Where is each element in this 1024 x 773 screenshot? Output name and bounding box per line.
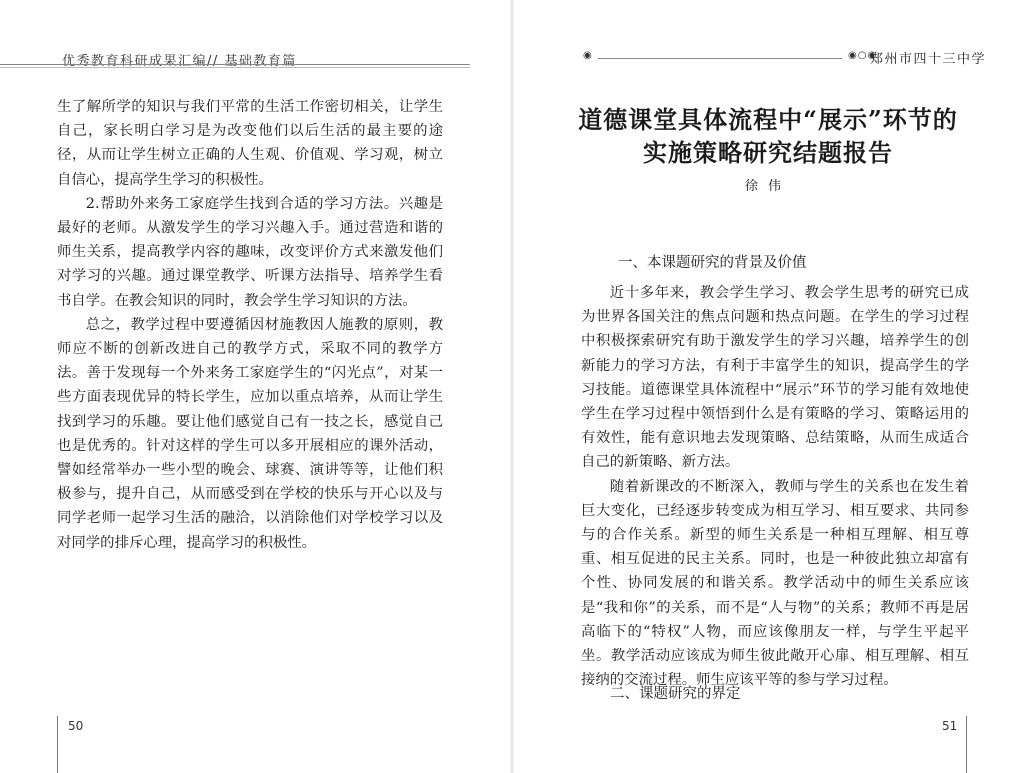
right-running-header [512,48,1024,68]
header-rule [0,64,470,65]
section-heading-1: 一、本课题研究的背景及价值 [618,255,807,271]
header-ornament-icon: ◉ [583,50,592,61]
article-title-line2: 实施策略研究结题报告 [643,138,893,167]
left-running-header [0,44,512,70]
page-number-right: 51 [942,719,958,733]
paragraph: 2.帮助外来务工家庭学生找到合适的学习方法。兴趣是最好的老师。从激发学生的学习兴趣入手。通过营造和谐的师生关系，提高教学内容的趣味，改变评价方式来激发他们对学习的兴趣。通过课堂教学、听课方法指导、培养学生看书自学。在教会知识的同时，教会学生学习知识的方法。 [57,195,443,309]
left-header-text: 优秀教育科研成果汇编// 基础教育篇 [62,54,297,69]
footer-rule-right [966,716,967,773]
footer-rule-left [57,716,58,773]
header-ornament-icon: ◉○◉ [848,50,878,61]
paragraph: 近十多年来，教会学生学习、教会学生思考的研究已成为世界各国关注的焦点问题和热点问题。在学生的学习过程中积极探索研究有助于激发学生的学习兴趣，培养学生的创新能力的学习方法，有利于丰富学生的知识，提高学生的学习技能。道德课堂具体流程中“展示”环节的学习能有效地使学生在学习过程中领悟到什么是有策略的学习、策略运用的有效性，能有意识地去发现策略、总结策略，从而生成适合自己的新策略、新方法。 [581,285,969,471]
section-heading-2: 二、课题研究的界定 [610,686,741,702]
right-page [512,0,1024,773]
left-body-text [57,95,443,555]
header-rule-secondary [0,67,470,68]
school-name: 郑州市四十三中学 [870,52,987,67]
article-title-line1: 道德课堂具体流程中“展示”环节的 [578,105,958,134]
author-name: 徐伟 [744,179,791,194]
paragraph: 总之，教学过程中要遵循因材施教因人施教的原则，教师应不断的创新改进自己的教学方式，采取不同的教学方法。善于发现每一个外来务工家庭学生的“闪光点”，对某一些方面表现优异的特长学生，应加以重点培养，从而让学生找到学习的乐趣。要让他们感觉自己有一技之长，感觉自己也是优秀的。针对这样的学生可以多开展相应的课外活动，譬如经常举办一些小型的晚会、球赛、演讲等等，让他们积极参与，提升自己，从而感受到在学校的快乐与开心以及与同学老师一起学习生活的融洽，以消除他们对学校学习以及对同学的排斥心理，提高学习的积极性。 [57,316,443,551]
paragraph: 生了解所学的知识与我们平常的生活工作密切相关，让学生自己，家长明白学习是为改变他们以后生活的最主要的途径，从而让学生树立正确的人生观、价值观、学习观，树立自信心，提高学生学习的积极性。 [57,99,443,188]
page-number-left: 50 [68,719,84,733]
right-body-text [581,281,969,692]
header-rule [598,58,842,59]
paragraph: 随着新课改的不断深入，教师与学生的关系也在发生着巨大变化，已经逐步转变成为相互学习、相互要求、共同参与的合作关系。新型的师生关系是一种相互理解、相互尊重、相互促进的民主关系。同时，也是一种彼此独立却富有个性、协同发展的和谐关系。教学活动中的师生关系应该是“我和你”的关系，而不是“人与物”的关系；教师不再是居高临下的“特权”人物，而应该像朋友一样，与学生平起平坐。教学活动应该成为师生彼此敞开心扉、相互理解、相互接纳的交流过程。师生应该平等的参与学习过程。 [581,478,969,689]
